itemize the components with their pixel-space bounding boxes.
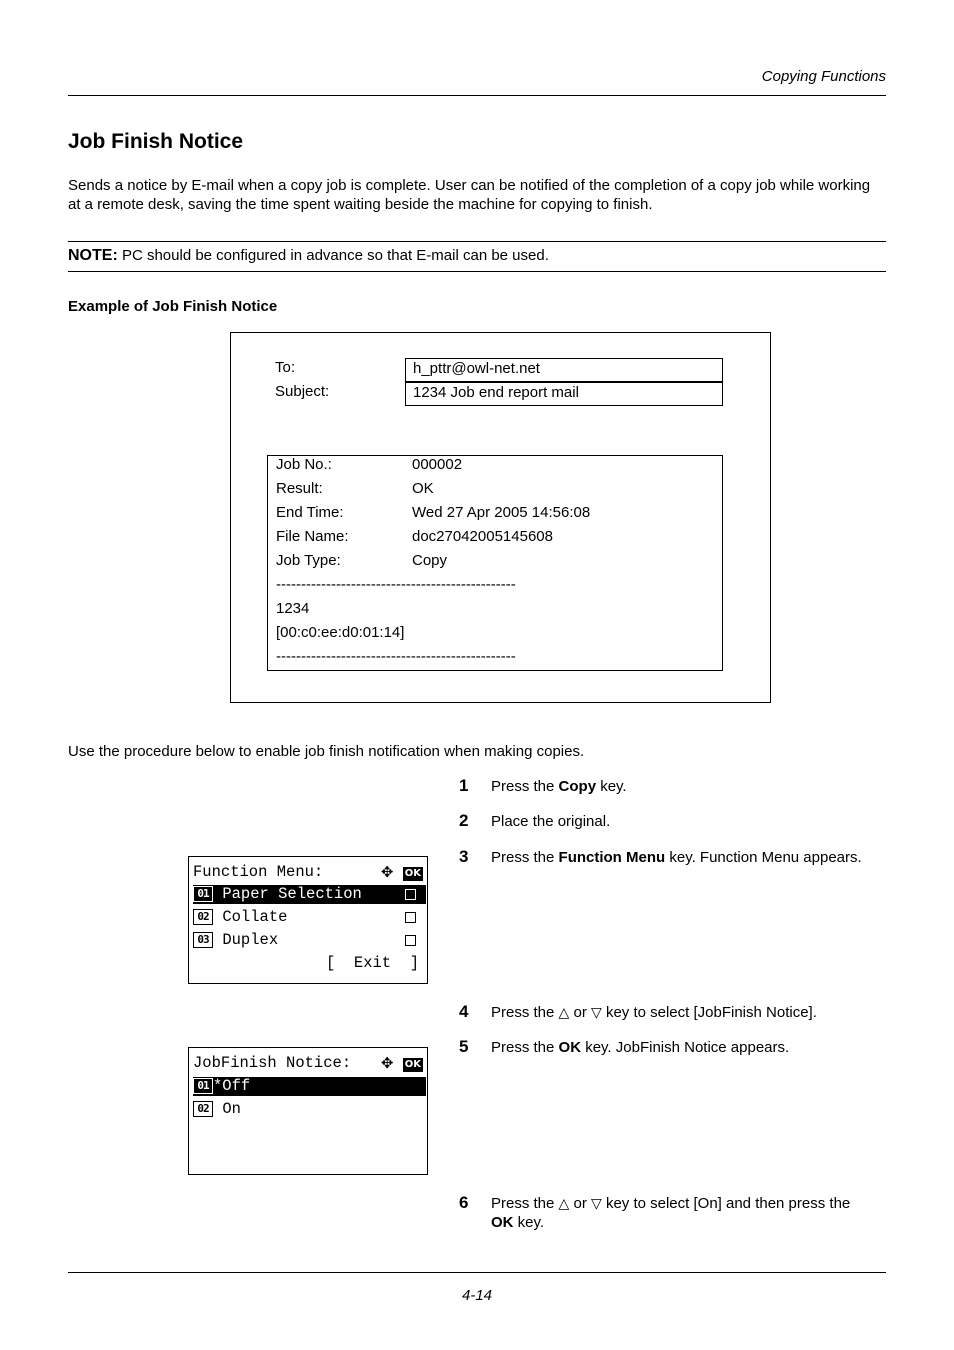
checkbox-icon xyxy=(405,912,416,923)
navigate-arrows-icon: ✥ xyxy=(380,863,394,881)
row-value: 000002 xyxy=(412,456,463,473)
row-value: Wed 27 Apr 2005 14:56:08 xyxy=(412,504,591,521)
step-number: 1 xyxy=(459,776,469,795)
running-header: Copying Functions xyxy=(761,68,886,85)
key-name: Function Menu xyxy=(558,849,666,866)
step-text-part: key. xyxy=(513,1214,545,1231)
step-text-part: key to select [On] and then press the xyxy=(601,1195,851,1212)
email-example xyxy=(230,332,771,703)
down-triangle-icon: ▽ xyxy=(591,1004,602,1020)
note-top-rule xyxy=(68,241,886,242)
exit-button[interactable]: [ Exit ] xyxy=(325,954,419,972)
navigate-arrows-icon: ✥ xyxy=(380,1054,394,1072)
note-text: PC should be configured in advance so that E-mail can be used. xyxy=(117,247,549,264)
step-text-part: Press the xyxy=(491,1004,559,1021)
screen-title xyxy=(193,1054,426,1073)
item-number-icon: 03 xyxy=(193,932,213,948)
note-label: NOTE: xyxy=(68,247,118,264)
key-name: OK xyxy=(558,1039,582,1056)
intro-paragraph: Sends a notice by E-mail when a copy job is complete. User can be notified of the completion of a copy job while working at a remote desk, saving the time spent waiting beside the machine for copying to finish. xyxy=(68,177,871,213)
item-number-icon: 02 xyxy=(193,909,213,925)
key-name: OK xyxy=(491,1214,514,1231)
item-number-icon: 01 xyxy=(193,886,213,902)
to-label: To: xyxy=(275,359,296,376)
step-text-part: or xyxy=(569,1195,591,1212)
step-text xyxy=(491,1003,891,1022)
row-label: End Time: xyxy=(276,504,344,521)
step-text-part: key. Function Menu appears. xyxy=(665,849,862,866)
down-triangle-icon: ▽ xyxy=(591,1195,602,1211)
email-body xyxy=(267,455,723,671)
step-text xyxy=(491,848,891,867)
subject-field xyxy=(405,382,723,406)
step-text xyxy=(491,1194,891,1232)
mac-address: [00:c0:ee:d0:01:14] xyxy=(276,624,405,641)
row-value: doc27042005145608 xyxy=(412,528,553,545)
screen-title-text: Function Menu: xyxy=(193,863,324,881)
option-on[interactable] xyxy=(193,1100,426,1119)
step-number: 6 xyxy=(459,1193,469,1212)
option-label: *Off xyxy=(213,1077,251,1095)
step-text-part: or xyxy=(569,1004,591,1021)
step-text xyxy=(491,777,891,796)
function-menu-screen xyxy=(188,856,428,984)
option-off[interactable] xyxy=(193,1077,426,1096)
separator: ------------------------------------------------ xyxy=(276,576,516,593)
step-text xyxy=(491,1038,891,1057)
row-label: File Name: xyxy=(276,528,349,545)
row-label: Result: xyxy=(276,480,323,497)
step-number: 3 xyxy=(459,847,469,866)
screen-title xyxy=(193,863,426,882)
step-number: 5 xyxy=(459,1037,469,1056)
step-text-part: key. xyxy=(596,778,627,795)
item-number-icon: 02 xyxy=(193,1101,213,1117)
step-text-part: key to select [JobFinish Notice]. xyxy=(601,1004,817,1021)
step-text-part: Press the xyxy=(491,778,559,795)
subject-label: Subject: xyxy=(275,383,330,400)
page-number: 4-14 xyxy=(461,1287,493,1304)
page-title: Job Finish Notice xyxy=(68,130,244,153)
subject-value: 1234 Job end report mail xyxy=(413,384,579,401)
menu-item-paper-selection[interactable] xyxy=(193,885,426,904)
menu-item-label: Duplex xyxy=(222,931,279,949)
note xyxy=(68,246,886,265)
step-text-part: Press the xyxy=(491,1195,559,1212)
item-number-icon: 01 xyxy=(193,1078,213,1094)
option-label: On xyxy=(222,1100,241,1118)
to-field xyxy=(405,358,723,382)
example-heading: Example of Job Finish Notice xyxy=(68,298,278,315)
row-label: Job Type: xyxy=(276,552,341,569)
row-value: OK xyxy=(412,480,434,497)
step-text-part: Press the xyxy=(491,849,559,866)
checkbox-icon xyxy=(405,889,416,900)
menu-item-duplex[interactable] xyxy=(193,931,426,950)
row-value: Copy xyxy=(412,552,448,569)
step-number: 2 xyxy=(459,811,469,830)
ok-key-icon: OK xyxy=(404,1059,421,1070)
jobfinish-notice-screen xyxy=(188,1047,428,1175)
step-text-part: Press the xyxy=(491,1039,559,1056)
to-value: h_pttr@owl-net.net xyxy=(413,360,540,377)
footer-rule xyxy=(68,1272,886,1273)
step-text: Place the original. xyxy=(491,813,611,830)
screen-title-text: JobFinish Notice: xyxy=(193,1054,352,1072)
device-id: 1234 xyxy=(276,600,310,617)
header-rule xyxy=(68,95,886,96)
procedure-intro: Use the procedure below to enable job finish notification when making copies. xyxy=(68,743,585,760)
step-number: 4 xyxy=(459,1002,469,1021)
row-label: Job No.: xyxy=(276,456,332,473)
ok-key-icon: OK xyxy=(404,868,421,879)
separator: ------------------------------------------------ xyxy=(276,648,516,665)
up-triangle-icon: △ xyxy=(558,1004,570,1020)
menu-item-label: Paper Selection xyxy=(222,885,362,903)
key-name: Copy xyxy=(558,778,597,795)
menu-item-collate[interactable] xyxy=(193,908,426,927)
checkbox-icon xyxy=(405,935,416,946)
up-triangle-icon: △ xyxy=(558,1195,570,1211)
menu-item-label: Collate xyxy=(222,908,288,926)
step-text-part: key. JobFinish Notice appears. xyxy=(581,1039,790,1056)
note-bottom-rule xyxy=(68,271,886,272)
